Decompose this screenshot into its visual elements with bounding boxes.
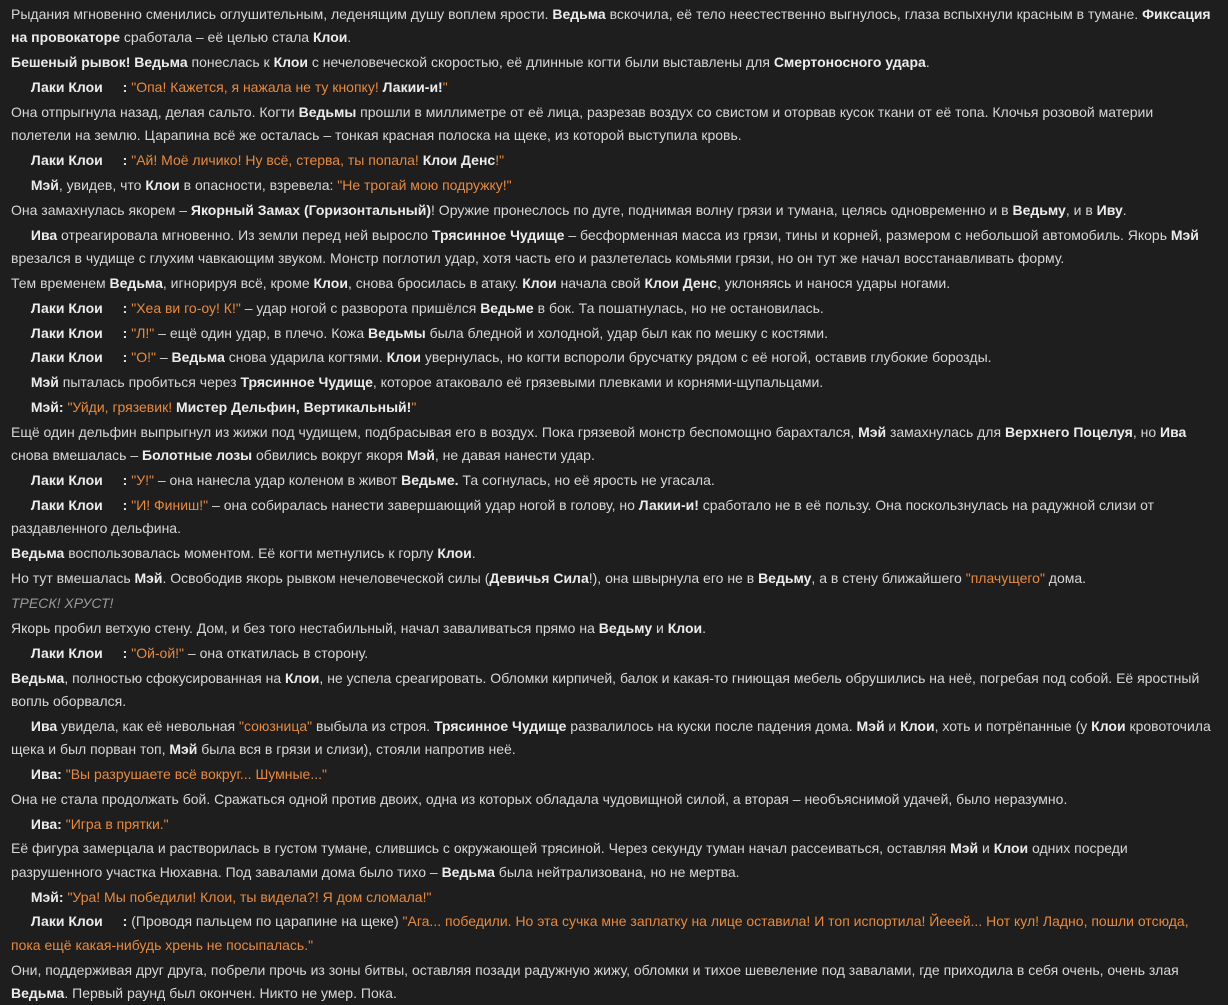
story-paragraph [11,642,1212,665]
story-paragraph [11,763,1212,786]
bold-term: Клои [312,29,348,46]
dialogue-quote: "Опа! Кажется, я нажала не ту кнопку! [131,78,383,95]
text-run: увернулась, но когти вспороли брусчатку рядом с её ногой, оставив глубокие борозды. [421,349,992,366]
text-run: дома. [1044,570,1087,587]
story-paragraph [11,199,1212,222]
bold-term: Клои [1091,717,1126,734]
bold-term: Клои [386,349,421,366]
bold-term: Ведьма [552,6,606,22]
bold-term: Лаки Клои [27,78,107,95]
bold-term: Болотные лозы [142,447,253,464]
bold-term: Иву [1096,201,1123,218]
text-run: была нейтрализована, но не мертва. [494,863,740,880]
text-run: прошли в миллиметре от её лица, разрезав воздух со свистом и оторвав кусок ткани от её топа. Клочья розовой материи полетели на землю. Царапина всё же осталась – тонкая красная полоска на щеке, из которой выступила кровь. [11,103,1154,144]
story-paragraph [11,715,1212,761]
text-run: и [884,717,901,734]
dialogue-quote: " [442,78,448,95]
bold-term: Трясинное Чудище [240,374,373,391]
text-run: Она замахнулась якорем – [11,201,191,218]
bold-term: Мэй [169,740,198,757]
text-run: снова ударила когтями. [224,349,387,366]
bold-term: Клои [313,274,348,291]
story-paragraph [11,346,1212,369]
bold-term: Ведьма [11,984,65,1001]
bold-term: Лаки Клои [27,299,107,316]
text-run: – она собиралась нанести завершающий удар ногой в голову, но [208,497,639,514]
text-run: ! Оружие пронеслось по дуге, поднимая волну грязи и тумана, целясь одновременно и в [431,201,1013,218]
bold-term: Ива [30,717,58,734]
dialogue-quote: "плачущего" [965,570,1045,587]
bold-term: Мэй [950,840,979,857]
bold-term: Ведьма [441,863,495,880]
text-run: . [1122,201,1127,218]
text-run: Она отпрыгнула назад, делая сальто. Когти [11,103,299,120]
text-run: Якорь пробил ветхую стену. Дом, и без того нестабильный, начал заваливаться прямо на [11,619,599,636]
bold-term: Ведьме [480,299,534,316]
bold-term: Девичья Сила [489,570,589,587]
bold-term: Лакии-и! [638,497,699,514]
story-paragraph [11,3,1212,49]
bold-term: Клои [285,669,320,686]
text-run: сработала – её целью стала [120,29,313,46]
bold-term: Мэй [406,447,435,464]
bold-term: Мэй [30,374,59,391]
bold-term: Бешеный рывок! [11,54,131,71]
text-run: , полностью сфокусированная на [64,669,285,686]
story-paragraph [11,396,1212,419]
dialogue-quote: "Ура! Мы победили! Клои, ты видела?! Я дом сломала!" [67,888,432,905]
bold-term: Ведьма [134,54,188,71]
story-paragraph [11,886,1212,909]
text-run: Тем временем [11,274,110,291]
text-run: начала свой [556,274,645,291]
bold-term: Ведьму [758,570,812,587]
bold-term: Ведьме. [401,472,459,489]
bold-term: : [122,151,128,168]
bold-term: : [122,78,128,95]
text-run: !), она швырнула его не в [588,570,759,587]
text-run: развалилось на куски после падения дома. [566,717,857,734]
dialogue-quote: "О!" [131,349,156,366]
text-run: . Первый раунд был окончен. Никто не умер. Пока. [64,984,397,1001]
bold-term: Ива: [30,765,62,782]
text-run: вскочила, её тело неестественно выгнулось, глаза вспыхнули красным в тумане. [605,6,1143,22]
bold-term: Клои [667,619,703,636]
text-run: Рыдания мгновенно сменились оглушительным, леденящим душу воплем ярости. [11,6,553,22]
bold-term: Ведьмы [298,103,357,120]
text-run: понеслась к [187,54,274,71]
bold-term: Якорный Замах (Горизонтальный) [190,201,432,218]
text-run: (Проводя пальцем по царапине на щеке) [127,913,403,930]
bold-term: Ведьма [171,349,225,366]
bold-term: Мэй [134,570,163,587]
dialogue-quote: " [411,399,417,416]
bold-term: Ива: [30,815,62,832]
text-run: , игнорируя всё, кроме [162,274,314,291]
text-run: , хоть и потрёпанные (у [934,717,1092,734]
story-paragraph [11,272,1212,295]
bold-term: Клои [145,176,180,193]
bold-term: Клои [522,274,557,291]
story-paragraph [11,667,1212,713]
story-paragraph [11,837,1212,883]
bold-term: Лаки Клои [27,497,107,514]
bold-term: Ведьмы [368,324,426,341]
text-run: , но [1132,424,1161,441]
story-paragraph [11,910,1212,956]
bold-term: Лаки Клои [27,913,107,930]
bold-term: Мэй [856,717,885,734]
bold-term: : [122,324,128,341]
text-run: Но тут вмешалась [11,570,135,587]
text-run: – [155,349,172,366]
bold-term: Клои [273,54,308,71]
bold-term: Мэй: [30,888,64,905]
dialogue-quote-bold: Лакии-и! [382,78,443,95]
text-run: и [652,619,668,636]
text-run: кровоточила щека и был порван топ, [11,717,1211,757]
bold-term: Ведьма [11,545,65,562]
story-paragraph [11,101,1212,147]
story-paragraph [11,51,1212,74]
dialogue-quote: "Л!" [131,324,155,341]
bold-term: Смертоносного удара [773,54,926,71]
text-run: , которое атаковало её грязевыми плевками и корнями-щупальцами. [372,374,824,391]
dialogue-quote: "союзница" [238,717,313,734]
bold-term: Клои [900,717,935,734]
bold-term: Мэй [1170,226,1199,243]
bold-term: Лаки Клои [27,644,107,661]
story-paragraph [11,322,1212,345]
dialogue-quote: "Не трогай мою подружку!" [337,176,512,193]
text-run: увидела, как её невольная [57,717,239,734]
story-paragraph [11,224,1212,270]
text-run: Та согнулась, но её ярость не угасала. [458,472,715,489]
story-paragraph [11,959,1212,1005]
text-run: . [347,29,352,46]
text-run: с нечеловеческой скоростью, её длинные когти были выставлены для [307,54,774,71]
story-paragraph [11,371,1212,394]
story-paragraph [11,469,1212,492]
text-run: врезался в чудище с глухим чавкающим звуком. Монстр поглотил удар, хотя часть его и разлетелась комьями грязи, но он тут же начал восстанавливать форму. [11,249,1065,266]
bold-term: Клои [437,545,472,562]
bold-term: Верхнего Поцелуя [1004,424,1133,441]
dialogue-quote-bold: Клои Денс [422,151,496,168]
text-run: замахнулась для [886,424,1005,441]
text-run: . Освободив якорь рывком нечеловеческой силы ( [162,570,490,587]
text-run: одних посреди разрушенного участка Нюхавна. Под завалами дома было тихо – [11,840,1128,880]
dialogue-quote: "Вы разрушаете всё вокруг... Шумные..." [65,765,327,782]
dialogue-quote: "Ой-ой!" [131,644,185,661]
dialogue-quote: "У!" [131,472,154,489]
bold-term: : [122,913,128,930]
story-paragraph [11,76,1212,99]
bold-term: : [122,349,128,366]
bold-term: Лаки Клои [27,472,107,489]
dialogue-quote: "И! Финиш!" [131,497,209,514]
bold-term: Ведьму [1012,201,1066,218]
story-paragraph [11,788,1212,811]
text-run: Они, поддерживая друг друга, побрели прочь из зоны битвы, оставляя позади радужную жижу, обломки и тихое шевеление под завалами, где приходила в себя очень, очень злая [11,961,1179,978]
text-run: обвились вокруг якоря [252,447,407,464]
bold-term: Ведьма [11,669,65,686]
text-run: Ещё один дельфин выпрыгнул из жижи под чудищем, подбрасывая его в воздух. Пока грязевой монстр беспомощно барахтался, [11,424,859,441]
text-run: – бесформенная масса из грязи, тины и корней, размером с небольшой автомобиль. Якорь [564,226,1171,243]
bold-term: Мэй [30,176,59,193]
text-run: . [702,619,707,636]
dialogue-quote: "Ага... победили. Но эта сучка мне заплатку на лице оставила! И топ испортила! Йееей... Нот кул! Ладно, пошли отсюда, пока ещё какая-нибудь хрень не посыпалась." [11,913,1189,953]
text-run: Она не стала продолжать бой. Сражаться одной против двоих, одна из которых обладала чудовищной силой, а вторая – необъяснимой удачей, было неразумно. [11,790,1068,807]
text-run: снова вмешалась – [11,447,142,464]
story-paragraph [11,297,1212,320]
text-run: выбыла из строя. [312,717,434,734]
bold-term: Мэй [858,424,887,441]
text-run: Её фигура замерцала и растворилась в густом тумане, слившись с окружающей трясиной. Через секунду туман начал рассеиваться, оставляя [11,840,951,857]
dialogue-quote: !" [495,151,505,168]
text-run: пыталась пробиться через [58,374,241,391]
story-paragraph [11,174,1212,197]
story-paragraph [11,813,1212,836]
text-run: , не давая нанести удар. [434,447,595,464]
text-run: , и в [1065,201,1097,218]
text-run: , увидев, что [58,176,146,193]
text-run: отреагировала мгновенно. Из земли перед ней выросло [57,226,432,243]
bold-term: Фиксация на провокаторе [11,6,1211,46]
dialogue-quote-bold: Мистер Дельфин, Вертикальный! [175,399,412,416]
bold-term: : [122,472,128,489]
text-run: . [471,545,476,562]
bold-term: Ведьма [109,274,163,291]
text-run: , уклоняясь и нанося удары ногами. [716,274,951,291]
bold-term: : [122,299,128,316]
text-run: была вся в грязи и слизи), стояли напротив неё. [197,740,516,757]
story-paragraph [11,494,1212,540]
text-run: и [978,840,994,857]
story-paragraph [11,149,1212,172]
bold-term: Клои [993,840,1029,857]
bold-term: Мэй: [30,399,64,416]
dialogue-quote: "Ай! Моё личико! Ну всё, стерва, ты попала! [131,151,423,168]
story-paragraph [11,421,1212,467]
story-paragraph [11,592,1212,615]
text-run: – ещё один удар, в плечо. Кожа [154,324,369,341]
bold-term: Ведьму [598,619,653,636]
bold-term: Ива [1160,424,1187,441]
text-run: сработало не в её пользу. Она поскользнулась на радужной слизи от раздавленного дельфина. [11,497,1155,537]
bold-term: Трясинное Чудище [431,226,565,243]
text-run: в бок. Та пошатнулась, но не остановилась. [533,299,824,316]
text-run: , снова бросилась в атаку. [347,274,523,291]
dialogue-quote: "Хеа ви го-оу! К!" [131,299,241,316]
text-run: , не успела среагировать. Обломки кирпичей, балок и какая-то гниющая мебель обрушились на неё, погребая под собой. Её яростный вопль оборвался. [11,669,1200,709]
text-run: – она нанесла удар коленом в живот [153,472,402,489]
sound-effect: ТРЕСК! ХРУСТ! [11,594,114,611]
story-paragraph [11,617,1212,640]
text-run: в опасности, взревела: [179,176,338,193]
text-run: – удар ногой с разворота пришёлся [240,299,481,316]
bold-term: : [122,497,128,514]
bold-term: Трясинное Чудище [433,717,567,734]
story-paragraph [11,542,1212,565]
bold-term: Клои Денс [644,274,717,291]
bold-term: : [122,644,128,661]
dialogue-quote: "Игра в прятки." [65,815,169,832]
bold-term: Лаки Клои [27,324,107,341]
text-run: – она откатилась в сторону. [184,644,369,661]
text-run: была бледной и холодной, удар был как по мешку с костями. [425,324,829,341]
bold-term: Лаки Клои [27,151,107,168]
text-run: , а в стену ближайшего [811,570,966,587]
dialogue-quote: "Уйди, грязевик! [67,399,176,416]
text-run: воспользовалась моментом. Её когти метнулись к горлу [64,545,438,562]
bold-term: Ива [30,226,58,243]
bold-term: Лаки Клои [27,349,107,366]
story-paragraph [11,567,1212,590]
text-run: . [925,54,930,71]
